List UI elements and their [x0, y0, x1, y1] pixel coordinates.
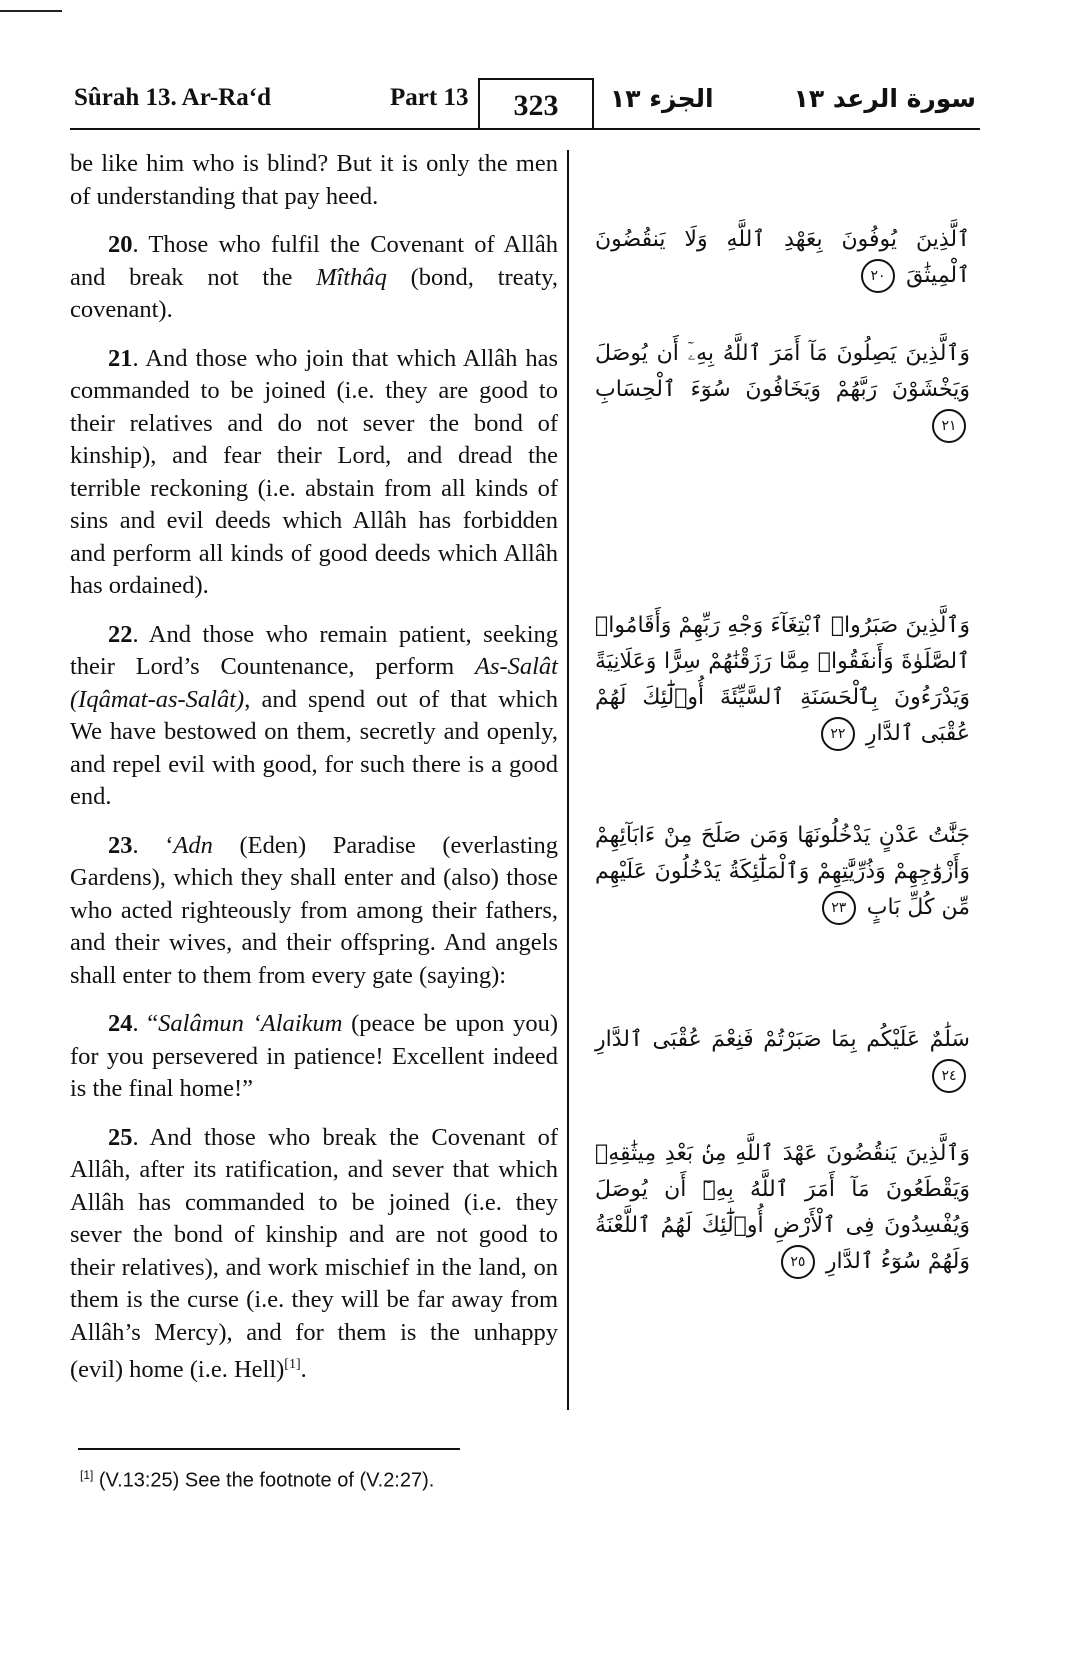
- verse-24-english: [70, 1008, 558, 1106]
- arabic-text: وَٱلَّذِينَ يَنقُضُونَ عَهْدَ ٱللَّهِ مِنۢ بَعْدِ مِيثَٰقِهِۦ وَيَقْطَعُونَ مَآ أَمَرَ ٱللَّهُ بِهِۦٓ أَن يُوصَلَ وَيُفْسِدُونَ فِى ٱلْأَرْضِ أُو۟لَٰٓئِكَ لَهُمُ ٱللَّعْنَةُ وَلَهُمْ سُوٓءُ ٱلدَّارِ: [595, 1141, 970, 1274]
- verse-20-arabic: [595, 222, 970, 294]
- verse-text: . ‘: [132, 831, 174, 859]
- verse-20-english: [70, 229, 558, 327]
- verse-22-arabic: [595, 608, 970, 752]
- surah-title-arabic: سورة الرعد ١٣: [793, 84, 976, 113]
- verse-italic: Mîthâq: [316, 263, 387, 291]
- verse-23-arabic: [595, 818, 970, 926]
- top-rule: [0, 10, 62, 12]
- footnote-ref: [1]: [284, 1357, 301, 1372]
- juz-label-arabic: الجزء ١٣: [610, 84, 714, 113]
- footnote: [80, 1468, 434, 1493]
- verse-end-marker: ٢١: [932, 409, 966, 443]
- footnote-mark: [1]: [80, 1468, 94, 1482]
- arabic-text: سَلَٰمٌ عَلَيْكُم بِمَا صَبَرْتُمْ فَنِعْمَ عُقْبَى ٱلدَّارِ: [595, 1027, 970, 1052]
- continued-text: be like him who is blind? But it is only the men of understanding that pay heed.: [70, 150, 558, 210]
- footnote-rule: [78, 1448, 460, 1450]
- verse-number: 23: [108, 831, 133, 859]
- verse-text: (bond, treaty, covenant).: [70, 263, 558, 323]
- verse-text: . And those who break the Covenant of Allâh, after its ratification, and sever that which Allâh has commanded to be joined (i.e. they sever the bond of kinship and are not good to their relatives), and work mischief in the land, on them is the curse (i.e. they will be far away from Allâh’s Mercy), and for them is the unhappy (evil) home (i.e. Hell): [70, 1123, 558, 1384]
- arabic-text: وَٱلَّذِينَ يَصِلُونَ مَآ أَمَرَ ٱللَّهُ بِهِۦٓ أَن يُوصَلَ وَيَخْشَوْنَ رَبَّهُمْ وَيَخَافُونَ سُوٓءَ ٱلْحِسَابِ: [595, 341, 970, 402]
- verse-end-marker: ٢٠: [861, 259, 895, 293]
- verse-italic: (Iqâmat-as-Salât): [70, 685, 245, 713]
- verse-24-arabic: [595, 1022, 970, 1094]
- verse-end-marker: ٢٢: [821, 717, 855, 751]
- verse-text: . And those who join that which Allâh has commanded to be joined (i.e. they are good to their relatives and do not sever the bond of kinship), and fear their Lord, and dread the terrible reckoning (i.e. abstain from all kinds of sins and evil deeds which Allâh has forbidden and perform all kinds of good deeds which Allâh has ordained).: [70, 344, 558, 599]
- verse-text: .: [300, 1356, 307, 1384]
- verse-25-english: [70, 1122, 558, 1387]
- surah-title: Sûrah 13. Ar-Ra‘d: [74, 84, 272, 111]
- arabic-text: جَنَّٰتُ عَدْنٍ يَدْخُلُونَهَا وَمَن صَلَحَ مِنْ ءَابَآئِهِمْ وَأَزْوَٰجِهِمْ وَذُرِّيَّٰتِهِمْ وَٱلْمَلَٰٓئِكَةُ يَدْخُلُونَ عَلَيْهِم مِّن كُلِّ بَابٍ: [595, 823, 970, 920]
- verse-number: 20: [108, 231, 133, 258]
- arabic-text: وَٱلَّذِينَ صَبَرُوا۟ ٱبْتِغَآءَ وَجْهِ رَبِّهِمْ وَأَقَامُوا۟ ٱلصَّلَوٰةَ وَأَنفَقُوا۟ مِمَّا رَزَقْنَٰهُمْ سِرًّا وَعَلَانِيَةً وَيَدْرَءُونَ بِٱلْحَسَنَةِ ٱلسَّيِّئَةَ أُو۟لَٰٓئِكَ لَهُمْ عُقْبَى ٱلدَّارِ: [595, 613, 970, 746]
- verse-text: . “: [132, 1010, 159, 1037]
- verse-end-marker: ٢٣: [822, 891, 856, 925]
- verse-end-marker: ٢٤: [932, 1059, 966, 1093]
- english-column: [70, 148, 558, 1403]
- verse-text: (Eden) Paradise (everlasting Gardens), which they shall enter and (also) those who acted righteously from among their fathers, and their wives, and their offspring. And angels shall enter to them from every gate (saying):: [70, 831, 558, 989]
- verse-text: . Those who fulfil the Covenant of Allâh and break not the: [70, 231, 558, 291]
- verse-italic: Salâmun ‘Alaikum: [158, 1010, 343, 1037]
- verse-number: 21: [108, 344, 133, 372]
- arabic-text: ٱلَّذِينَ يُوفُونَ بِعَهْدِ ٱللَّهِ وَلَا يَنقُضُونَ ٱلْمِيثَٰقَ: [595, 227, 970, 288]
- part-label: Part 13: [390, 84, 469, 111]
- verse-21-arabic: [595, 336, 970, 444]
- footnote-text: (V.13:25) See the footnote of (V.2:27).: [93, 1469, 435, 1492]
- verse-22-english: [70, 619, 558, 814]
- verse-21-english: [70, 343, 558, 603]
- verse-number: 24: [108, 1010, 133, 1037]
- verse-end-marker: ٢٥: [781, 1245, 815, 1279]
- verse-23-english: [70, 830, 558, 993]
- verse-25-arabic: [595, 1136, 970, 1280]
- column-divider: [567, 150, 569, 1410]
- verse-number: 22: [108, 620, 133, 648]
- verse-text: . And those who remain patient, seeking their Lord’s Countenance, perform: [70, 620, 558, 680]
- verse-number: 25: [108, 1123, 133, 1151]
- page-number: 323: [478, 78, 594, 128]
- verse-italic: As-Salât: [474, 653, 558, 680]
- verse-text: (peace be upon you) for you persevered in patience! Excellent indeed is the final home!”: [70, 1010, 559, 1102]
- verse-italic: Adn: [173, 831, 213, 859]
- page-header: [70, 78, 980, 130]
- verse-text: , and spend out of that which We have bestowed on them, secretly and openly, and repel evil with good, for such there is a good end.: [70, 685, 558, 810]
